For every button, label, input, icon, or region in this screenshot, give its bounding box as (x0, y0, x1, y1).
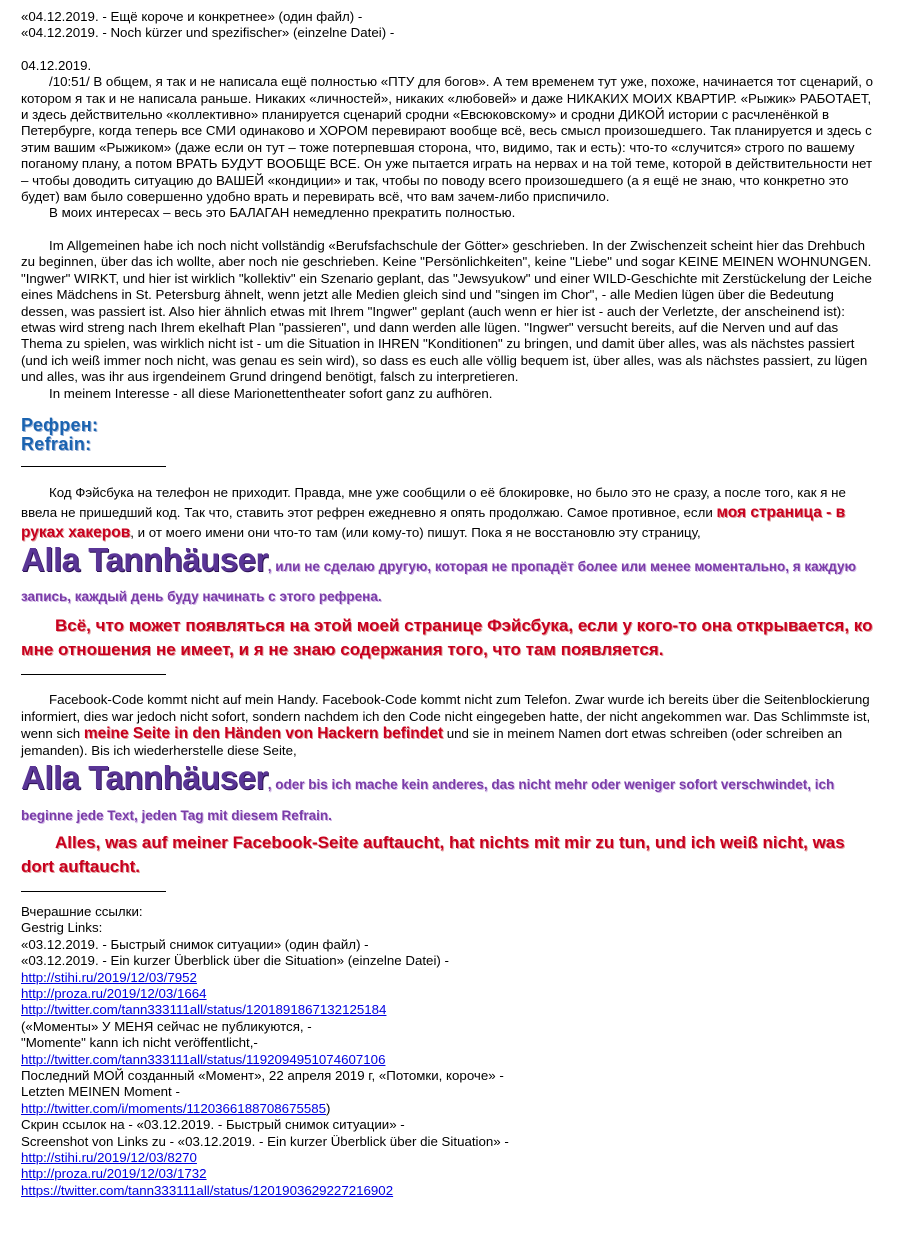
ru-refrain-text-2: , и от моего имени они что-то там (или кому-то) пишут. Пока я не восстановлю эту страницу, (130, 524, 701, 540)
refrain-heading-ru: Рефрен: (21, 414, 99, 435)
moments-note-de: "Momente" kann ich nicht veröffentlicht,- (21, 1035, 258, 1051)
ru-disclaimer: Всё, что может появляться на этой моей странице Фэйсбука, если у кого-то она открывается, ко мне отношения не имеет, и я не знаю содержания того, что там появляется. (21, 615, 873, 659)
header-title-de: «04.12.2019. - Noch kürzer und spezifischer» (einzelne Datei) - (21, 25, 395, 41)
link-twitter-status-2[interactable]: http://twitter.com/tann333111all/status/1192094951074607106 (21, 1051, 386, 1067)
moment-link-tail: ) (326, 1100, 331, 1116)
de-paragraph-1: Im Allgemeinen habe ich noch nicht vollständig «Berufsfachschule der Götter» geschrieben. In der Zwischenzeit scheint hier das Drehbuch zu beginnen, über das ich wollte, aber noch nie geschrieben. Keine "Persönlichkeiten", keine "Liebe" und sogar KEINE MEINEN WOHNUNGEN. "Ingwer" WIRKT, und hier ist wirklich "kollektiv" ein Szenario geplant, das "Jewsyukow" und einer WILD-Geschichte mit Zerstückelung der Leiche eines Mädchens in St. Petersburg ähnelt, wenn jetzt alle Medien gleich sind und "singen im Chor", - alle Medien lügen über die Bedeutung dessen, was passiert ist. Also hier ähnlich etwas mit Ihrem "Ingwer" geplant (auch wenn er hier ist - auch der Verletzte, der anscheinend ist): etwas wird streng nach Ihrem ekelhaft Plan "passieren", und dann werden alle lügen. "Ingwer" versucht bereits, auf die Nerven und auf das Thema zu spielen, was wirklich nicht ist - um die Situation in IHREN "Konditionen" zu bringen, und damit über alles, was als nächstes passiert (und ich weiß immer noch nicht, was genau es sein wird), so dass es euch alle völlig bequem ist, über alles, was als nächstes passiert, zu lügen und alles, was ihr aus irgendeinem Grund dringend benötigt, falsch zu interpretieren. (21, 237, 872, 385)
last-moment-ru: Последний МОЙ созданный «Момент», 22 апреля 2019 г, «Потомки, короче» - (21, 1068, 504, 1083)
author-name: Alla Tannhäuser (21, 758, 268, 796)
de-hacker-warning: meine Seite in den Händen von Hackern befindet (83, 724, 443, 742)
header-title-ru: «04.12.2019. - Ещё короче и конкретнее» (один файл) - (21, 9, 363, 24)
links-file-ru: «03.12.2019. - Быстрый снимок ситуации» (один файл) - (21, 936, 369, 952)
refrain-heading-de: Refrain: (21, 433, 92, 454)
de-signature-line (21, 758, 881, 831)
ru-refrain-paragraph (21, 483, 881, 543)
de-paragraph-2: In meinem Interesse - all diese Marionettentheater sofort ganz zu aufhören. (49, 385, 493, 401)
ru-signature-line (21, 540, 881, 612)
link-proza-2[interactable]: http://proza.ru/2019/12/03/1732 (21, 1166, 207, 1182)
link-stihi-2[interactable]: http://stihi.ru/2019/12/03/8270 (21, 1150, 197, 1166)
de-refrain-text-2: und sie in meinem Namen dort etwas schreiben (oder schreiben an jemanden). Bis ich wiederherstelle diese Seite, (21, 725, 843, 758)
ru-paragraph-2: В моих интересах – весь это БАЛАГАН немедленно прекратить полностью. (49, 205, 516, 221)
link-twitter-moment[interactable]: http://twitter.com/i/moments/1120366188708675585 (21, 1100, 327, 1116)
moments-note-ru: («Моменты» У МЕНЯ сейчас не публикуются, - (21, 1018, 312, 1034)
links-section (21, 904, 881, 1199)
screenshot-links-de: Screenshot von Links zu - «03.12.2019. - Ein kurzer Überblick über die Situation» - (21, 1133, 509, 1149)
document-page (21, 9, 881, 1199)
ru-refrain-purple: , или не сделаю другую, которая не пропадёт более или менее моментально, я каждую запись, каждый день буду начинать с этого рефрена. (21, 558, 857, 604)
link-proza[interactable]: http://proza.ru/2019/12/03/1664 (21, 985, 207, 1001)
de-refrain-text: Facebook-Code kommt nicht auf mein Handy. Facebook-Code kommt nicht zum Telefon. Zwar wurde ich bereits über die Seitenblockierung informiert, dies war jedoch nicht sofort, sondern nachdem ich den Code nicht eingegeben hatte, der nicht angekommen war. Das Schlimmste ist, wenn sich (21, 691, 871, 741)
author-name: Alla Tannhäuser (21, 540, 268, 578)
links-heading-ru: Вчерашние ссылки: (21, 903, 143, 919)
de-refrain-paragraph (21, 691, 881, 759)
link-twitter-status[interactable]: http://twitter.com/tann333111all/status/1201891867132125184 (21, 1002, 387, 1018)
links-file-de: «03.12.2019. - Ein kurzer Überblick über die Situation» (einzelne Datei) - (21, 953, 449, 969)
last-moment-de: Letzten MEINEN Moment - (21, 1084, 180, 1100)
screenshot-links-ru: Скрин ссылок на - «03.12.2019. - Быстрый снимок ситуации» - (21, 1117, 405, 1133)
link-stihi[interactable]: http://stihi.ru/2019/12/03/7952 (21, 969, 197, 985)
de-disclaimer: Alles, was auf meiner Facebook-Seite auftaucht, hat nichts mit mir zu tun, und ich weiß nicht, was dort auftaucht. (21, 832, 845, 876)
de-refrain-purple: , oder bis ich mache kein anderes, das nicht mehr oder weniger sofort verschwindet, ich beginne jede Text, jeden Tag mit diesem Refrain. (21, 776, 835, 823)
ru-refrain-text: Код Фэйсбука на телефон не приходит. Правда, мне уже сообщили о её блокировке, но было это не сразу, а после того, как я не ввела не пришедший код. Так что, ставить этот рефрен ежедневно я опять продолжаю. Самое противное, если (21, 484, 846, 520)
entry-date: 04.12.2019. (21, 57, 92, 73)
links-heading-de: Gestrig Links: (21, 920, 103, 936)
ru-hacker-warning: моя страница - в руках хакеров (21, 503, 846, 541)
link-twitter-status-3[interactable]: https://twitter.com/tann333111all/status/1201903629227216902 (21, 1182, 394, 1198)
ru-paragraph-1: /10:51/ В общем, я так и не написала ещё полностью «ПТУ для богов». А тем временем тут уже, похоже, начинается тот сценарий, о котором я так и не написала раньше. Никаких «личностей», никаких «любовей» и даже НИКАКИХ МОИХ КВАРТИР. «Рыжик» РАБОТАЕТ, и здесь действительно «коллективно» планируется сценарий сродни «Евсюковскому» и сродни ДИКОЙ истории с расчленёнкой в Петербурге, когда теперь все СМИ одинаково и ХОРОМ перевирают вообще всё, весь смысл произошедшего. Так планируется и здесь с этим вашим «Рыжиком» (даже если он тут – тоже потерпевшая сторона, что, видимо, так и есть): что-то «случится» строго по вашему поганому плану, а потом ВРАТЬ БУДУТ ВООБЩЕ ВСЕ. Он уже пытается играть на нервах и на той теме, которой в действительности нет – чтобы доводить ситуацию до ВАШЕЙ «кондиции» и так, чтобы по поводу всего произошедшего (а я ещё не знаю, что конкретно это будет) вам было совершенно удобно врать и перевирать всё, что вам зачем-либо приспичило. (21, 74, 874, 205)
